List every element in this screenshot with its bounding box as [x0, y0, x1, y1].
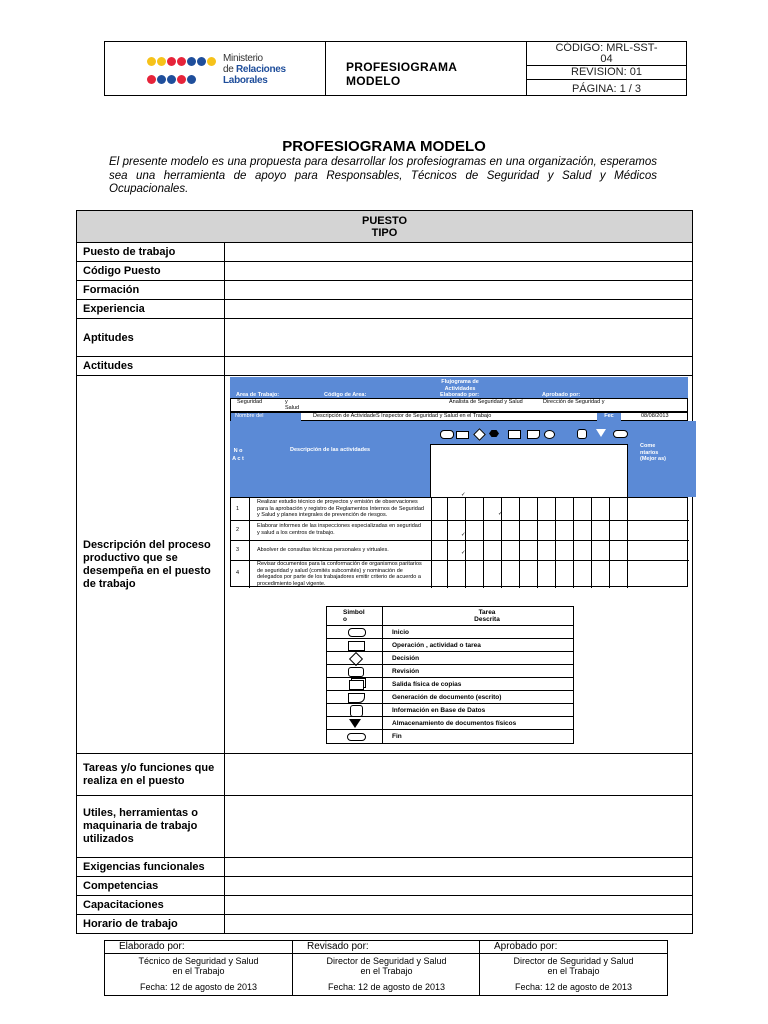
fc-activity-number: 3 [236, 547, 240, 553]
signature-date: Fecha: 12 de agosto de 2013 [139, 982, 258, 992]
label-formacion: Formación [77, 281, 225, 300]
logo-dot [197, 57, 206, 66]
legend-task-header [457, 609, 517, 623]
signature-role: Director de Seguridad y Salud [326, 956, 447, 966]
signature-elaborado [105, 941, 292, 995]
field-utiles[interactable] [225, 796, 693, 858]
legend-text: Salida física de copias [392, 681, 462, 688]
legend-text: Fin [392, 733, 402, 740]
legend-text: Información en Base de Datos [392, 707, 486, 714]
fc-aprobado-value: Dirección de Seguridad y [543, 399, 605, 405]
fc-activity-number: 1 [236, 506, 240, 512]
field-capacitaciones[interactable] [225, 896, 693, 915]
activity-flowchart [230, 377, 688, 587]
fc-no-act: N o A c t [232, 448, 244, 462]
fc-activity-row [231, 540, 689, 561]
label-capacitaciones: Capacitaciones [77, 896, 225, 915]
legend-storage-icon [349, 719, 361, 728]
logo-dot [157, 75, 166, 84]
field-experiencia[interactable] [225, 300, 693, 319]
header-meta-cell [527, 42, 686, 95]
form-header-line-2: TIPO [371, 226, 398, 239]
legend-text: Decisión [392, 655, 420, 662]
label-utiles: Utiles, herramientas o maquinaria de trabajo utilizados [77, 796, 225, 858]
flowchart-title-2: Actividades [444, 385, 476, 392]
ministry-logo [147, 55, 219, 91]
fc-activity-row [231, 498, 689, 521]
label-experiencia: Experiencia [77, 300, 225, 319]
fc-activity-text: Elaborar informes de las inspecciones especializadas en seguridad y salud a los centros de trabajo. [257, 523, 421, 536]
fc-values-row [230, 398, 688, 412]
logo-dot [177, 57, 186, 66]
fc-end-icon [613, 430, 628, 438]
logo-dot [167, 75, 176, 84]
header-code [527, 43, 686, 65]
fc-elaborado-value: Analista de Seguridad y Salud [449, 399, 523, 405]
legend-document-icon [348, 693, 365, 703]
header-code-suffix: 04 [600, 53, 613, 65]
fc-activity-row [231, 560, 689, 588]
logo-dot [187, 75, 196, 84]
field-formacion[interactable] [225, 281, 693, 300]
form-header-line-1: PUESTO [361, 214, 408, 227]
header-title-line-2: MODELO [346, 74, 401, 88]
signature-header: Revisado por: [293, 941, 480, 954]
ministry-line-2-bold: Relaciones [236, 64, 286, 75]
fc-activity-number: 2 [236, 527, 240, 533]
legend-review-icon [348, 667, 364, 677]
fc-check-mark: ✓ [461, 492, 466, 498]
legend-row [327, 677, 573, 691]
label-descripcion: Descripción del proceso productivo que se desempeña en el puesto de trabajo [77, 376, 225, 754]
fc-start-icon [440, 430, 454, 439]
fc-activity-text: Absolver de consultas técnicas personales y virtuales. [257, 547, 389, 553]
logo-dot [207, 57, 216, 66]
fc-check-mark: ✓ [461, 532, 466, 538]
legend-symbol-header: Simbol o [343, 609, 365, 623]
field-horario[interactable] [225, 915, 693, 934]
fc-activity-text: Revisar documentos para la conformación de organismos paritarios de seguridad y salud (comités subcomités) y nominación de delegados por parte de los trabajadores emitir criterio de acuerdo a procedimiento legal vigente. [257, 561, 422, 587]
fc-elaborado-label: Elaborado por: [440, 392, 480, 398]
fc-document-icon [527, 430, 540, 439]
signature-role-2: en el Trabajo [172, 966, 225, 976]
document-title: PROFESIOGRAMA MODELO [282, 138, 486, 155]
fc-code-area-label: Código de Area: [324, 392, 367, 398]
fc-activity-row [231, 520, 689, 541]
fc-symbol-grid [430, 444, 628, 498]
legend-text: Almacenamiento de documentos físicos [392, 720, 517, 727]
signature-header: Elaborado por: [105, 941, 292, 954]
legend-text: Generación de documento (escrito) [392, 694, 502, 701]
field-actitudes[interactable] [225, 357, 693, 376]
signature-role-2: en el Trabajo [360, 966, 413, 976]
legend-end-icon [347, 733, 366, 741]
legend-text: Operación , actividad o tarea [392, 642, 481, 649]
field-competencias[interactable] [225, 877, 693, 896]
label-exigencias: Exigencias funcionales [77, 858, 225, 877]
fc-nombre-label: Nombre del [231, 413, 301, 422]
fc-connector-icon [544, 430, 555, 439]
fc-name-row [230, 412, 688, 421]
logo-cell [105, 42, 326, 95]
legend-row [327, 651, 573, 665]
logo-dot [147, 57, 156, 66]
fc-activity-number: 4 [236, 570, 240, 576]
signature-role: Director de Seguridad y Salud [513, 956, 634, 966]
fc-storage-icon [596, 429, 606, 437]
header-page: PÁGINA: 1 / 3 [571, 83, 642, 95]
fc-fec-label: Fec [597, 413, 621, 422]
legend-row [327, 664, 573, 678]
header-title-cell [326, 42, 527, 95]
signature-role-2: en el Trabajo [547, 966, 600, 976]
label-aptitudes: Aptitudes [77, 319, 225, 357]
logo-dot [187, 57, 196, 66]
logo-dot [167, 57, 176, 66]
symbol-legend [326, 606, 574, 744]
label-horario: Horario de trabajo [77, 915, 225, 934]
field-exigencias[interactable] [225, 858, 693, 877]
fc-check-mark: ✓ [461, 550, 466, 556]
legend-row [327, 729, 573, 743]
legend-start-icon [348, 628, 366, 637]
label-puesto: Puesto de trabajo [77, 243, 225, 262]
ministry-line-3: Laborales [223, 75, 268, 86]
ministry-line-2-pre: de [223, 64, 234, 75]
field-codigo[interactable] [225, 262, 693, 281]
signature-date: Fecha: 12 de agosto de 2013 [514, 982, 633, 992]
legend-process-icon [348, 641, 365, 651]
header-code-line: CÓDIGO: MRL-SST- [555, 42, 658, 54]
fc-area-a: Seguridad [237, 399, 263, 405]
fc-fec-value: 08/08/2013 [641, 413, 669, 419]
fc-nombre-value: Descripción de ActividadeS Inspector de Seguridad y Salud en el Trabajo [313, 413, 492, 419]
label-tareas: Tareas y/o funciones que realiza en el puesto [77, 754, 225, 796]
signature-header: Aprobado por: [480, 941, 667, 954]
signature-block [104, 940, 668, 996]
legend-task-header-2: Descrita [474, 616, 500, 623]
fc-check-mark: ✓ [498, 511, 503, 517]
form-header [77, 211, 693, 243]
flowchart-title-1: Flujograma de [441, 379, 479, 385]
legend-text: Revisión [392, 668, 420, 675]
logo-dot [157, 57, 166, 66]
signature-role: Técnico de Seguridad y Salud [138, 956, 259, 966]
fc-copy-icon [508, 430, 521, 439]
fc-area-b: y [285, 399, 288, 405]
signature-aprobado [479, 941, 667, 995]
ministry-line-1: Ministerio [223, 53, 263, 64]
label-competencias: Competencias [77, 877, 225, 896]
label-codigo: Código Puesto [77, 262, 225, 281]
fc-comment: Come ntarios (Mejor as) [640, 443, 666, 462]
ministry-name [223, 53, 286, 86]
label-actitudes: Actitudes [77, 357, 225, 376]
fc-aprobado-label: Aprobado por: [542, 392, 581, 398]
signature-date: Fecha: 12 de agosto de 2013 [327, 982, 446, 992]
fc-activity-text: Realizar estudio técnico de proyectos y emisión de observaciones para la aprobación y registro de Reglamentos Internos de Seguridad y Salud y planes integrales de prevención de riesgos. [257, 499, 424, 518]
header-revision: REVISION: 01 [571, 66, 642, 78]
legend-text: Inicio [392, 629, 409, 636]
legend-row [327, 703, 573, 717]
fc-area-c: Salud [285, 405, 300, 411]
fc-desc-header: Descripción de las actividades [290, 447, 371, 453]
field-aptitudes[interactable] [225, 319, 693, 357]
legend-row [327, 625, 573, 639]
fc-process-icon [456, 431, 469, 439]
fc-area-label: Area de Trabajo: [236, 392, 280, 398]
legend-row [327, 638, 573, 652]
fc-database-icon [577, 429, 587, 439]
document-header [104, 41, 687, 96]
field-tareas[interactable] [225, 754, 693, 796]
legend-copy-icon [349, 680, 364, 690]
document-intro: El presente modelo es una propuesta para desarrollar los profesiogramas en una organización, esperamos sea una herramienta de apoyo para Responsables, Técnicos de Seguridad y Salud y Médicos Ocupacionales. [109, 156, 657, 195]
logo-dot [177, 75, 186, 84]
legend-row [327, 690, 573, 704]
legend-task-header-1: Tarea [478, 609, 496, 616]
symbol-legend-header [327, 607, 573, 625]
field-puesto[interactable] [225, 243, 693, 262]
header-title-line-1: PROFESIOGRAMA [346, 60, 458, 74]
logo-dot [147, 75, 156, 84]
fc-activity-rows [230, 492, 688, 587]
signature-revisado [292, 941, 480, 995]
legend-row [327, 716, 573, 730]
